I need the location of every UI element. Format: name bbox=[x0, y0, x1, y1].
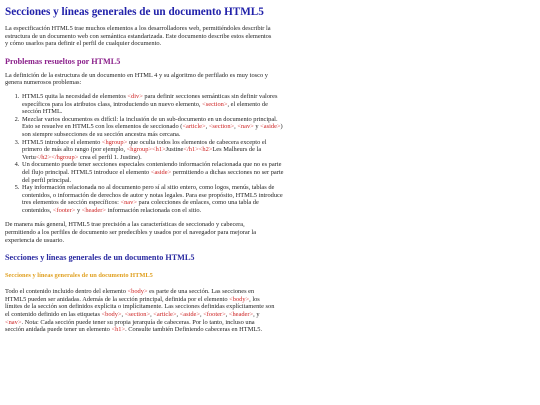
section2-heading: Secciones y líneas generales de un documento HTML5 bbox=[5, 253, 195, 263]
page-title: Secciones y líneas generales de un documento HTML5 bbox=[5, 6, 264, 18]
inline-code: <hgroup> bbox=[101, 138, 128, 146]
inline-code: <body> bbox=[101, 311, 122, 319]
inline-code: </h1><h2> bbox=[183, 146, 213, 154]
section2-paragraph: Todo el contenido incluido dentro del elemento <body> es parte de una sección. Las secciones en HTML5 pueden ser anidadas. Además de la sección principal, definida por el elemento <body>, los límites de la sección son definidos explícita o implícitamente. Las secciones definidas explícitamente son el contenido definido en las etiquetas <body>, <section>, <article>, <aside>, <footer>, <header>, y <nav>. Nota: Cada sección puede tener su propia jerarquía de cabeceras. Por lo tanto, incluso una sección anidada puede tener un elemento <h1>. Consulte también Definiendo cabeceras en HTML5. bbox=[5, 288, 275, 334]
inline-code: <article> bbox=[153, 311, 177, 319]
inline-code: <header> bbox=[81, 206, 106, 214]
inline-code: <body> bbox=[127, 288, 148, 296]
inline-code: <aside> bbox=[179, 311, 200, 319]
list-item: 5. Hay información relacionada no al documento pero sí al sitio entero, como logos, menús, tablas de contenidos, o información de derechos de autor y notas legales. Para ese propósito, HTML5 introduce tres elementos de sección específicos: <nav> para colecciones de enlaces, como una tabla de contenidos, <footer> y <header> información relacionada con el sitio. bbox=[21, 184, 285, 214]
inline-code: <header> bbox=[228, 311, 254, 319]
list-item: 1. HTML5 quita la necesidad de elementos <div> para definir secciones semánticas sin definir valores específicos para los atributos class, introduciendo un nuevo elemento, <section>, el elemento de sección HTML. bbox=[21, 93, 285, 116]
list-item: 4. Un documento puede tener secciones especiales conteniendo información relacionada que no es parte del flujo principal. HTML5 introduce el elemento <aside> permitiendo a dichas secciones no ser parte del perfil principal. bbox=[21, 161, 285, 184]
inline-code: <footer> bbox=[203, 311, 226, 319]
inline-code: </h2></hgroup> bbox=[35, 153, 79, 161]
list-item: 2. Mezclar varios documentos es difícil: la inclusión de un sub-documento en un documento principal. Esto se resuelve en HTML5 con los elementos de seccionado (<article>, <section>, <nav> y <aside>) son siempre subsecciones de su sección ancestra más cercana. bbox=[21, 116, 285, 139]
inline-code: <nav> bbox=[5, 318, 22, 326]
inline-code: <div> bbox=[127, 92, 143, 100]
inline-code: <aside> bbox=[150, 168, 172, 176]
inline-code: <aside> bbox=[260, 123, 281, 131]
inline-code: <h1> bbox=[111, 326, 126, 334]
inline-code: <section> bbox=[124, 311, 151, 319]
list-item: 3. HTML5 introduce el elemento <hgroup> que oculta todos los elementos de cabecera excepto el primero de más alto rango (por ejemplo, <hgroup><h1>Justine</h1><h2>Les Malheurs de la Vertu</h2></hgroup> crea el perfil 1. Justine). bbox=[21, 139, 285, 162]
intro-paragraph: La especificación HTML5 trae muchos elementos a los desarrolladores web, permitiéndoles describir la estructura de un documento web con semántica estandarizada. Este documento describe estos elementos y cómo usarlos para definir el perfil de cualquier documento. bbox=[5, 25, 272, 48]
problems-intro-paragraph: La definición de la estructura de un documento en HTML 4 y su algoritmo de perfilado es muy tosco y genera numerosos problemas: bbox=[5, 71, 268, 87]
inline-code: <nav> bbox=[120, 199, 137, 207]
section2-subheading: Secciones y líneas generales de un documento HTML5 bbox=[5, 272, 153, 280]
problems-heading: Problemas resueltos por HTML5 bbox=[5, 56, 121, 66]
inline-code: <footer> bbox=[52, 206, 76, 214]
problems-list bbox=[5, 93, 285, 215]
inline-code: <nav> bbox=[237, 123, 254, 131]
inline-code: <body> bbox=[229, 295, 250, 303]
inline-code: <article> bbox=[182, 123, 206, 131]
problems-outro-paragraph: De manera más general, HTML5 trae precisión a las características de seccionado y cabecera, permitiendo a los perfiles de documento ser predecibles y usados por el navegador para mejorar la experiencia de usuario. bbox=[5, 221, 257, 244]
inline-code: <section> bbox=[202, 100, 228, 108]
inline-code: <section> bbox=[208, 123, 235, 131]
inline-code: <hgroup><h1> bbox=[126, 146, 166, 154]
